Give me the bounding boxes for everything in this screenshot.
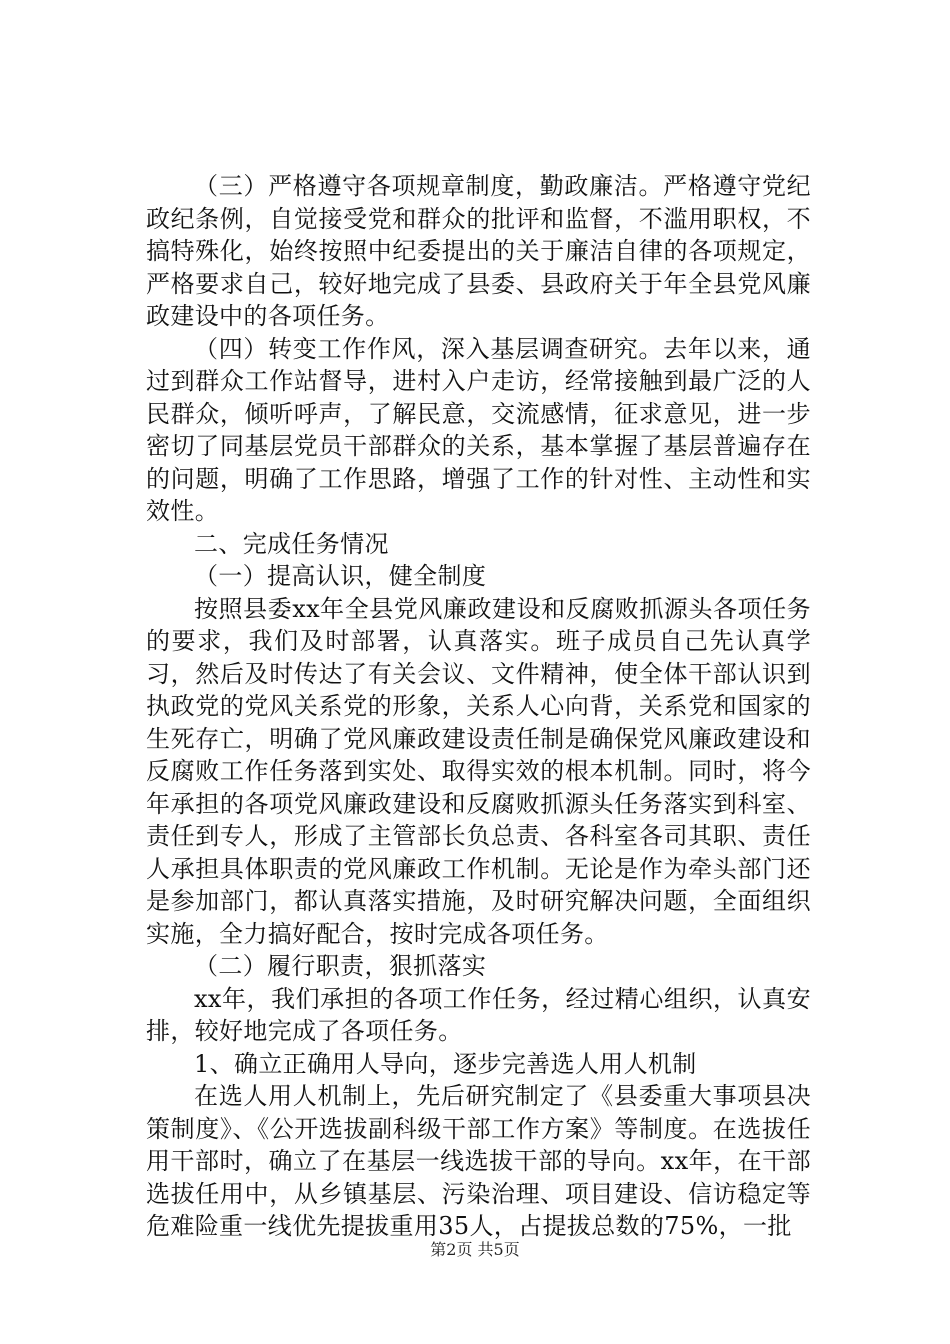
paragraph-awareness-body: 按照县委xx年全县党风廉政建设和反腐败抓源头各项任务的要求，我们及时部署，认真落实。班子成员自己先认真学习，然后及时传达了有关会议、文件精神，使全体干部认识到执政党的党风关系党的形象，关系人心向背，关系党和国家的生死存亡，明确了党风廉政建设责任制是确保党风廉政建设和反腐败工作任务落到实处、取得实效的根本机制。同时，将今年承担的各项党风廉政建设和反腐败抓源头任务落实到科室、责任到专人，形成了主管部长负总责、各科室各司其职、责任人承担具体职责的党风廉政工作机制。无论是作为牵头部门还是参加部门，都认真落实措施，及时研究解决问题，全面组织实施，全力搞好配合，按时完成各项任务。 (146, 594, 811, 948)
heading-raise-awareness: （一）提高认识，健全制度 (194, 562, 487, 590)
paragraph-section-four: （四）转变工作作风，深入基层调查研究。去年以来，通过到群众工作站督导，进村入户走访，经常接触到最广泛的人民群众，倾听呼声，了解民意，交流感情，征求意见，进一步密切了同基层党员干部群众的关系，基本掌握了基层普遍存在的问题，明确了工作思路，增强了工作的针对性、主动性和实效性。 (146, 334, 811, 525)
paragraph-section-three: （三）严格遵守各项规章制度，勤政廉洁。严格遵守党纪政纪条例，自觉接受党和群众的批评和监督，不滥用职权，不搞特殊化，始终按照中纪委提出的关于廉洁自律的各项规定，严格要求自己，较好地完成了县委、县政府关于年全县党风廉政建设中的各项任务。 (146, 172, 811, 330)
page-number-indicator: 第2页 共5页 (430, 1240, 520, 1259)
heading-perform-duties: （二）履行职责，狠抓落实 (194, 952, 487, 980)
paragraph-duties-body: xx年，我们承担的各项工作任务，经过精心组织，认真安排，较好地完成了各项任务。 (146, 984, 811, 1045)
heading-personnel-orientation: 1、确立正确用人导向，逐步完善选人用人机制 (194, 1049, 697, 1078)
page-footer (0, 1240, 950, 1260)
heading-task-completion: 二、完成任务情况 (194, 529, 389, 558)
paragraph-personnel-body: 在选人用人机制上，先后研究制定了《县委重大事项县决策制度》、《公开选拔副科级干部工作方案》等制度。在选拔任用干部时，确立了在基层一线选拔干部的导向。xx年，在干部选拔任用中，从乡镇基层、污染治理、项目建设、信访稳定等危难险重一线优先提拔重用35人，占提拔总数的75%，一批 (146, 1082, 811, 1240)
document-body (146, 170, 811, 1243)
